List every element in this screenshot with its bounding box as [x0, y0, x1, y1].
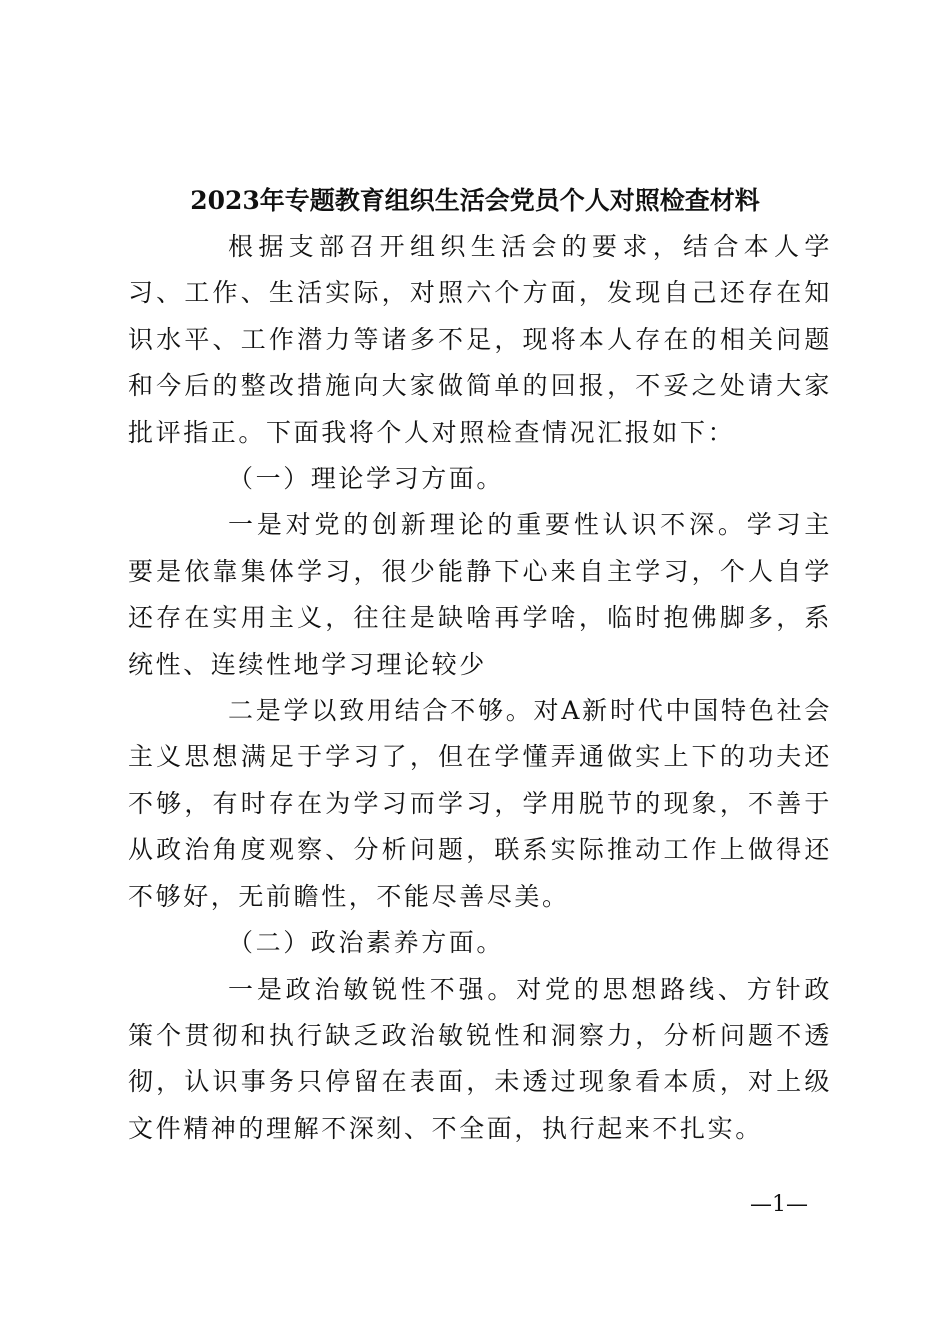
section-heading-politics: （二）政治素养方面。	[228, 928, 505, 958]
intro-paragraph: 根据支部召开组织生活会的要求，结合本人学习、工作、生活实际，对照六个方面，发现自己还存在知识水平、工作潜力等诸多不足，现将本人存在的相关问题和今后的整改措施向大家做简单的回报，不妥之处请大家批评指正。下面我将个人对照检查情况汇报如下：	[128, 232, 832, 447]
page-number: —1—	[750, 1192, 808, 1217]
politics-paragraph-1: 一是政治敏锐性不强。对党的思想路线、方针政策个贯彻和执行缺乏政治敏锐性和洞察力，分析问题不透彻，认识事务只停留在表面，未透过现象看本质，对上级文件精神的理解不深刻、不全面，执行起来不扎实。	[128, 974, 832, 1143]
document-body	[128, 224, 832, 1152]
document-title: 2023年专题教育组织生活会党员个人对照检查材料	[190, 186, 760, 215]
theory-paragraph-1: 一是对党的创新理论的重要性认识不深。学习主要是依靠集体学习，很少能静下心来自主学习，个人自学还存在实用主义，往往是缺啥再学啥，临时抱佛脚多，系统性、连续性地学习理论较少	[128, 510, 832, 679]
theory-paragraph-2: 二是学以致用结合不够。对A新时代中国特色社会主义思想满足于学习了，但在学懂弄通做实上下的功夫还不够，有时存在为学习而学习，学用脱节的现象，不善于从政治角度观察、分析问题，联系实际推动工作上做得还不够好，无前瞻性，不能尽善尽美。	[128, 696, 832, 911]
section-heading-theory: （一）理论学习方面。	[228, 464, 505, 494]
